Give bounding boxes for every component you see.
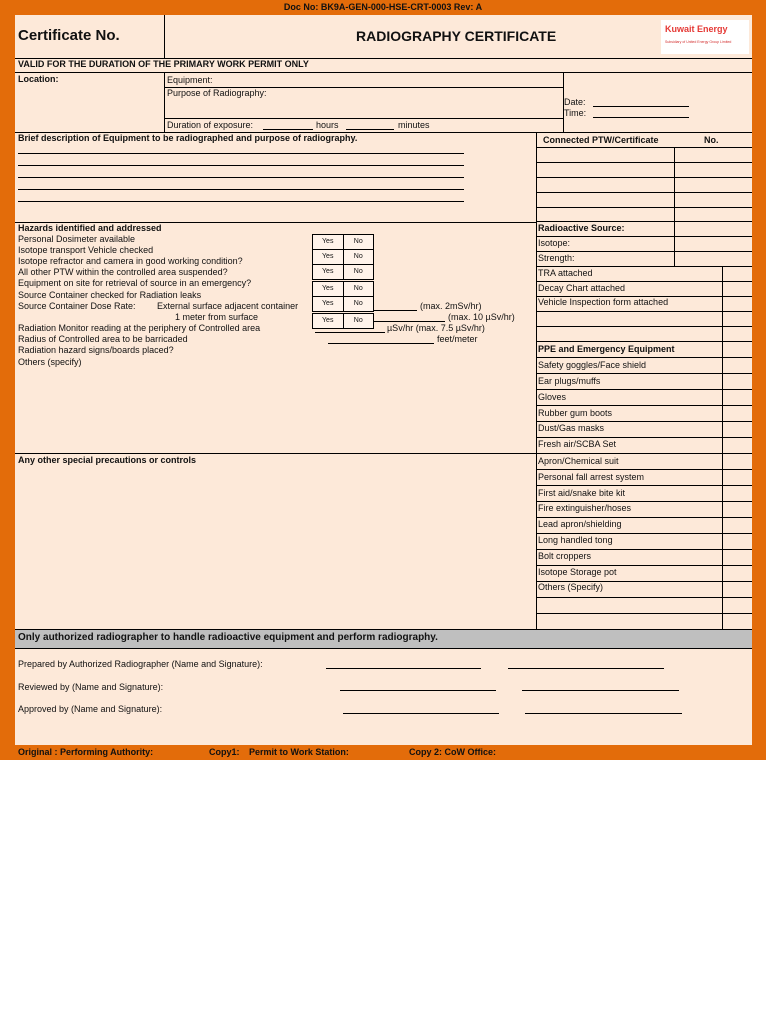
hazard-item: All other PTW within the controlled area suspended?: [18, 267, 228, 277]
prepared-by-label: Prepared by Authorized Radiographer (Name and Signature):: [18, 659, 263, 669]
ppe-item: Ear plugs/muffs: [538, 376, 601, 386]
radius-field[interactable]: [328, 343, 434, 344]
isotope-label: Isotope:: [538, 238, 571, 248]
no-option[interactable]: No: [343, 250, 374, 264]
strength-label: Strength:: [538, 253, 575, 263]
external-surface-label: External surface adjacent container: [157, 301, 299, 311]
hazard-item: Equipment on site for retrieval of source in an emergency?: [18, 278, 252, 288]
page-title: RADIOGRAPHY CERTIFICATE: [356, 28, 557, 44]
yes-option[interactable]: Yes: [322, 285, 334, 292]
description-line[interactable]: [18, 165, 464, 166]
date-label: Date:: [564, 97, 586, 107]
no-option[interactable]: No: [343, 297, 374, 311]
hazard-item: Radiation Monitor reading at the periphery of Controlled area: [18, 323, 261, 333]
no-option[interactable]: No: [343, 235, 374, 249]
yes-no-toggle[interactable]: [312, 281, 374, 297]
minutes-field[interactable]: [346, 129, 394, 130]
logo-subtitle: Subsidiary of United Energy Group Limited: [665, 40, 732, 44]
original-copy-label: Original : Performing Authority:: [18, 747, 154, 757]
copy1-label: Copy1:: [209, 747, 240, 757]
certificate-no-label: Certificate No.: [18, 27, 120, 44]
location-label: Location:: [18, 74, 59, 84]
connected-ptw-label: Connected PTW/Certificate: [543, 135, 659, 145]
ppe-item: Fresh air/SCBA Set: [538, 439, 617, 449]
copy1-destination: Permit to Work Station:: [249, 747, 349, 757]
feet-meter-label: feet/meter: [437, 334, 478, 344]
yes-no-toggle[interactable]: [312, 296, 374, 312]
no-option[interactable]: No: [343, 265, 374, 279]
ppe-item: Apron/Chemical suit: [538, 456, 619, 466]
hazard-item: Isotope transport Vehicle checked: [18, 245, 154, 255]
hours-field[interactable]: [263, 129, 313, 130]
hazard-item: Radius of Controlled area to be barricaded: [18, 334, 188, 344]
document-number: Doc No: BK9A-GEN-000-HSE-CRT-0003 Rev: A: [283, 2, 483, 12]
duration-label: Duration of exposure:: [167, 120, 254, 130]
source-title: Radioactive Source:: [538, 223, 625, 233]
description-label: Brief description of Equipment to be radiographed and purpose of radiography.: [18, 133, 358, 143]
ppe-item: Gloves: [538, 392, 567, 402]
company-logo: [661, 20, 749, 54]
description-line[interactable]: [18, 189, 464, 190]
ppe-item: Long handled tong: [538, 535, 613, 545]
hazard-item: Personal Dosimeter available: [18, 234, 136, 244]
hours-label: hours: [316, 120, 339, 130]
purpose-label: Purpose of Radiography:: [167, 88, 267, 98]
ppe-item: Personal fall arrest system: [538, 472, 645, 482]
ppe-title: PPE and Emergency Equipment: [538, 344, 675, 354]
reviewed-by-name-field[interactable]: [340, 690, 496, 691]
minutes-label: minutes: [398, 120, 430, 130]
time-label: Time:: [564, 108, 587, 118]
decay-chart-attached: Decay Chart attached: [538, 283, 626, 293]
hazard-item: Radiation hazard signs/boards placed?: [18, 345, 174, 355]
one-meter-label: 1 meter from surface: [175, 312, 259, 322]
approved-by-signature-field[interactable]: [525, 713, 682, 714]
ppe-item: Safety goggles/Face shield: [538, 360, 647, 370]
hazard-item: Isotope refractor and camera in good working condition?: [18, 256, 243, 266]
ppe-item: First aid/snake bite kit: [538, 488, 626, 498]
ppe-item: Rubber gum boots: [538, 408, 613, 418]
yes-option[interactable]: Yes: [322, 238, 334, 245]
monitor-reading-field[interactable]: [315, 332, 385, 333]
ppe-item: Isotope Storage pot: [538, 567, 617, 577]
hazard-item: Others (specify): [18, 357, 82, 367]
connected-ptw-no-label: No.: [704, 135, 719, 145]
equipment-label: Equipment:: [167, 75, 213, 85]
hazard-item: Source Container checked for Radiation leaks: [18, 290, 202, 300]
ppe-item: Fire extinguisher/hoses: [538, 503, 632, 513]
distribution-footer: [0, 745, 766, 760]
max-2msv-note: (max. 2mSv/hr): [420, 301, 482, 311]
logo-wordmark: Kuwait Energy: [665, 24, 728, 34]
ppe-item: Lead apron/shielding: [538, 519, 622, 529]
prepared-by-signature-field[interactable]: [508, 668, 664, 669]
tra-attached: TRA attached: [538, 268, 593, 278]
reviewed-by-label: Reviewed by (Name and Signature):: [18, 682, 164, 692]
ppe-item: Bolt croppers: [538, 551, 592, 561]
yes-option[interactable]: Yes: [322, 317, 334, 324]
approved-by-name-field[interactable]: [343, 713, 499, 714]
description-line[interactable]: [18, 177, 464, 178]
yes-no-toggle[interactable]: [312, 234, 374, 250]
ppe-item: Others (Specify): [538, 582, 604, 592]
no-option[interactable]: No: [343, 282, 374, 296]
hazards-title: Hazards identified and addressed: [18, 223, 162, 233]
hazard-item: Source Container Dose Rate:: [18, 301, 136, 311]
yes-no-toggle[interactable]: [312, 313, 374, 329]
approved-by-label: Approved by (Name and Signature):: [18, 704, 163, 714]
description-line[interactable]: [18, 201, 464, 202]
usv-max-note: µSv/hr (max. 7.5 µSv/hr): [387, 323, 485, 333]
validity-note: VALID FOR THE DURATION OF THE PRIMARY WORK PERMIT ONLY: [18, 59, 309, 69]
max-10usv-note: (max. 10 µSv/hr): [448, 312, 515, 322]
reviewed-by-signature-field[interactable]: [522, 690, 679, 691]
time-field[interactable]: [593, 117, 689, 118]
yes-option[interactable]: Yes: [322, 268, 334, 275]
copy2-label: Copy 2: CoW Office:: [409, 747, 496, 757]
special-precautions-label: Any other special precautions or controls: [18, 455, 197, 465]
date-field[interactable]: [593, 106, 689, 107]
authorized-note: Only authorized radiographer to handle radioactive equipment and perform radiography.: [18, 632, 438, 643]
ppe-item: Dust/Gas masks: [538, 423, 605, 433]
yes-option[interactable]: Yes: [322, 300, 334, 307]
yes-no-toggle[interactable]: [312, 249, 374, 265]
yes-no-toggle[interactable]: [312, 264, 374, 280]
prepared-by-name-field[interactable]: [326, 668, 481, 669]
description-line[interactable]: [18, 153, 464, 154]
no-option[interactable]: No: [343, 314, 374, 328]
vehicle-inspection-attached: Vehicle Inspection form attached: [538, 297, 669, 307]
yes-option[interactable]: Yes: [322, 253, 334, 260]
